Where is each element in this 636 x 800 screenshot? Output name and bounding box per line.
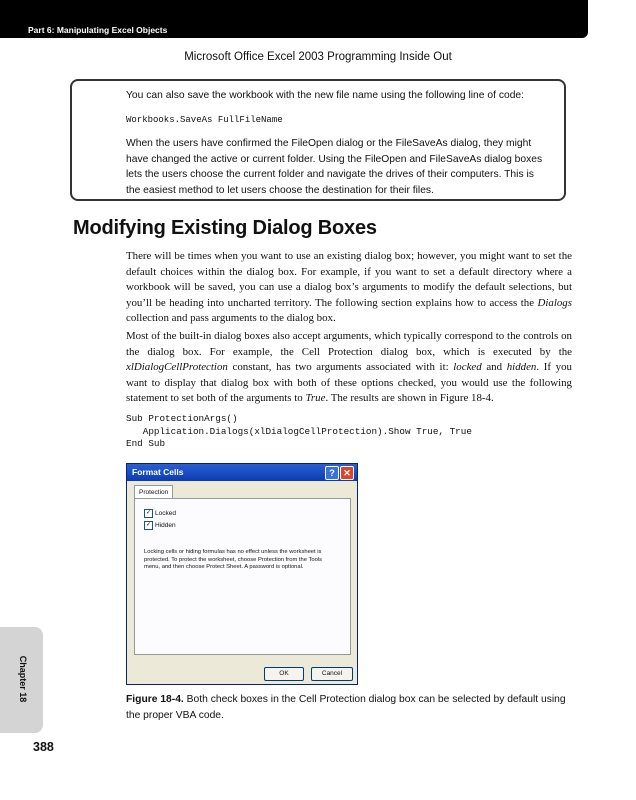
note-code: Workbooks.SaveAs FullFileName [126, 115, 283, 125]
dialog-title-bar [127, 464, 357, 481]
tab-protection[interactable]: Protection [134, 485, 173, 499]
chapter-label: Chapter 18 [18, 655, 28, 703]
ok-button[interactable]: OK [264, 667, 304, 681]
checkmark-icon: ✓ [145, 522, 152, 528]
page-number: 388 [33, 740, 54, 754]
hidden-checkbox[interactable]: ✓ Hidden [145, 522, 176, 530]
paragraph-1: There will be times when you want to use an existing dialog box; however, you might want to set the default choices within the dialog box. For example, if you want to set a default directory where a workbook will be saved, you can use a dialog box’s arguments to modify the default selections, but you’ll be heading into uncharted territory. The following section explains how to access the Dialogs collection and pass arguments to the dialog box. [126, 250, 572, 324]
note-box [70, 79, 566, 201]
paragraph-2: Most of the built-in dialog boxes also accept arguments, which typically correspond to the controls on the dialog box. For example, the Cell Protection dialog box, which is executed by the xlDialogCellProtection constant, has two arguments associated with it: locked and hidden. If you want to display that dialog box with both of these options checked, you would use the following statement to set both of the arguments to True. The results are shown in Figure 18-4. [126, 330, 573, 404]
running-title: Microsoft Office Excel 2003 Programming Inside Out [184, 51, 452, 63]
locked-checkbox[interactable]: ✓ Locked [145, 510, 176, 518]
chapter-tab [0, 627, 43, 733]
note-line: You can also save the workbook with the new file name using the following line of code: [126, 90, 525, 101]
protection-panel [134, 498, 351, 655]
checkmark-icon: ✓ [145, 510, 152, 516]
figure-caption: Figure 18-4. Both check boxes in the Cell Protection dialog box can be selected by default using the proper VBA code. [126, 694, 566, 721]
format-cells-dialog [126, 463, 358, 685]
protection-description: Locking cells or hiding formulas has no effect unless the worksheet is protected. To protect the worksheet, choose Protection from the Tools menu, and then choose Protect Sheet. A password is optional. [144, 549, 322, 570]
code-block: Sub ProtectionArgs() Application.Dialogs(xlDialogCellProtection).Show True, True End Sub [126, 413, 472, 449]
note-paragraph: When the users have confirmed the FileOpen dialog or the FileSaveAs dialog, they might have changed the active or current folder. Using the FileOpen and FileSaveAs dialog boxes lets the users choose the current folder and navigate the drives of their computers. This is the easiest method to let users choose the destination for their files. [126, 138, 543, 196]
part-header-bar [0, 0, 588, 38]
dialog-title: Format Cells [132, 467, 184, 477]
close-icon[interactable]: ✕ [340, 466, 354, 480]
help-icon[interactable]: ? [325, 466, 339, 480]
part-title: Part 6: Manipulating Excel Objects [28, 25, 168, 35]
section-heading: Modifying Existing Dialog Boxes [73, 217, 377, 239]
cancel-button[interactable]: Cancel [311, 667, 353, 681]
